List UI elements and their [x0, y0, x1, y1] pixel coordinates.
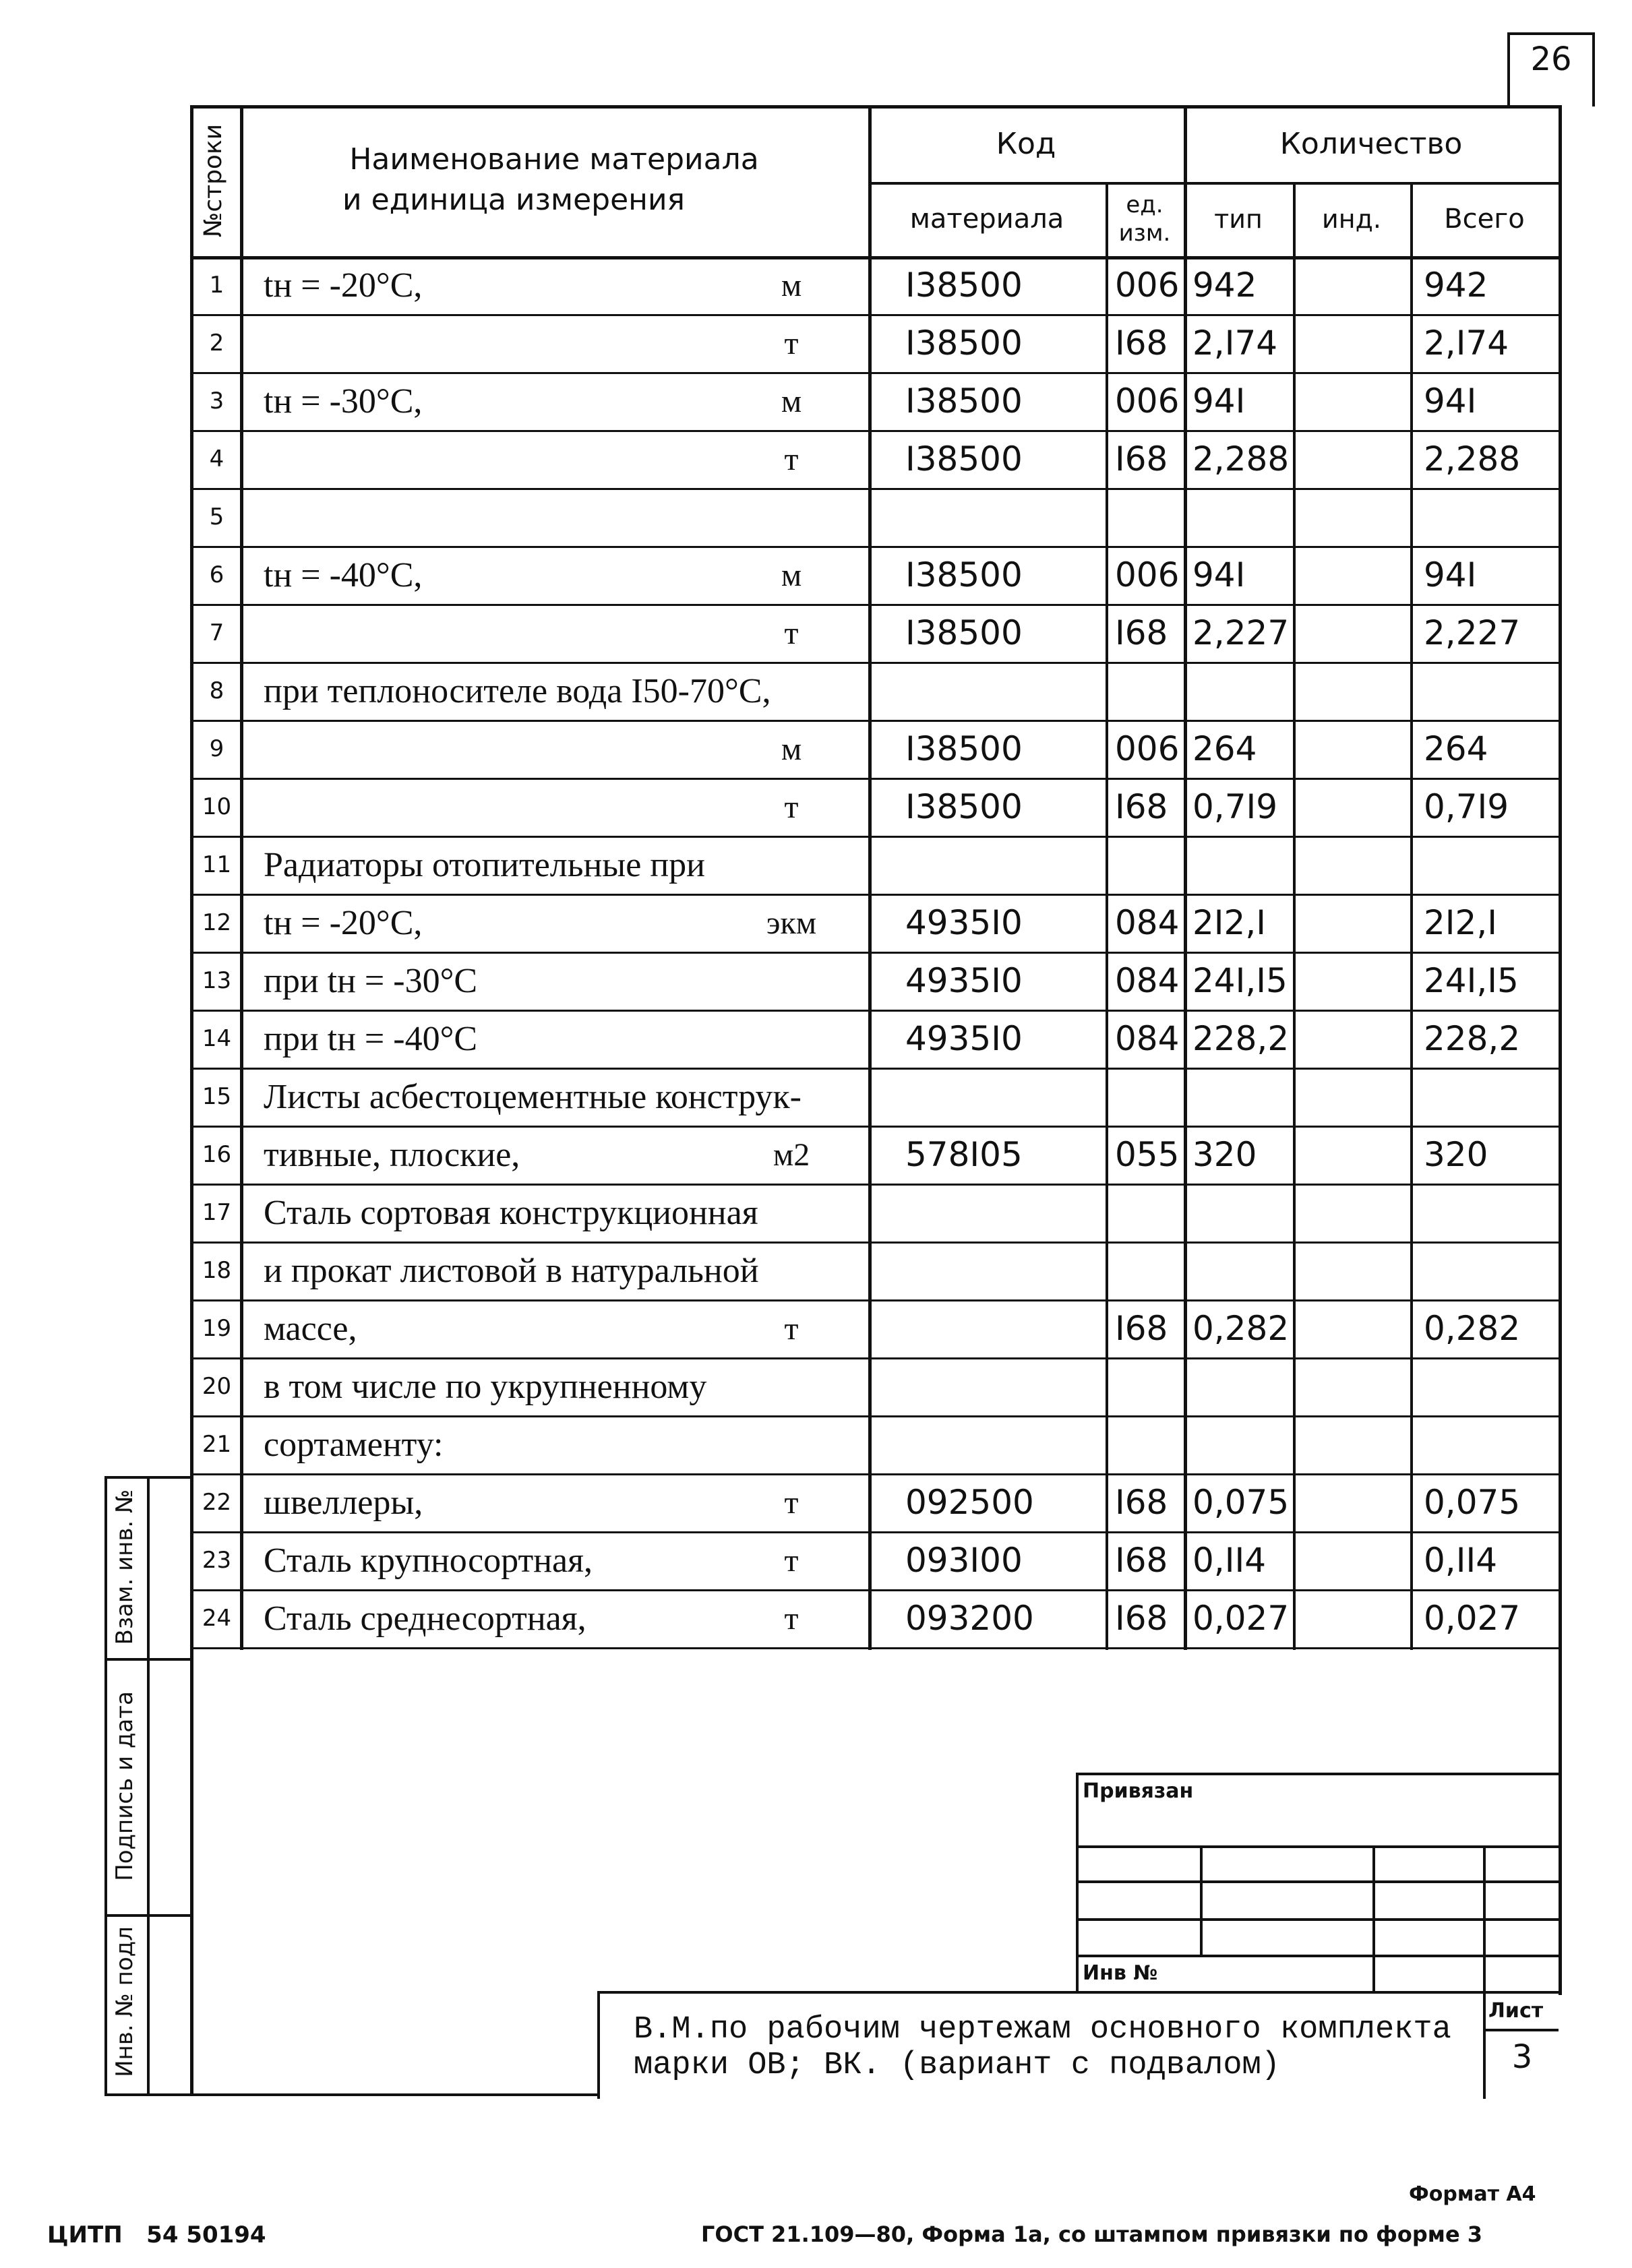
row-material-code — [872, 1184, 1139, 1242]
binding-inv-no: Инв № — [1083, 1961, 1158, 1985]
row-unit-code — [1108, 1184, 1190, 1242]
row-qty-typ: 0,027 — [1192, 1599, 1290, 1638]
header-material: материала — [909, 204, 1064, 235]
row-qty-ind — [1296, 314, 1420, 372]
header-unit-line1: ед. — [1126, 191, 1163, 218]
row-unit-code — [1108, 1415, 1190, 1473]
row-unit: т — [784, 1542, 799, 1579]
row-name: tн = -30°C, — [264, 381, 423, 421]
row-material-code — [872, 1299, 1139, 1357]
row-qty-typ — [1187, 836, 1298, 894]
row-unit-code: I68 — [1115, 439, 1168, 479]
page-number: 26 — [1530, 40, 1572, 78]
row-name: и прокат листовой в натуральной — [264, 1251, 759, 1290]
row-number: 12 — [202, 909, 232, 936]
row-qty-ind — [1296, 372, 1420, 430]
row-qty-total: 0,7I9 — [1424, 787, 1509, 826]
row-qty-ind — [1296, 1184, 1420, 1242]
row-number: 4 — [209, 446, 224, 472]
row-unit-code — [1108, 836, 1190, 894]
row-material-code — [872, 1242, 1139, 1299]
row-material-code: I38500 — [905, 324, 1023, 363]
row-name: при теплоносителе вода I50-70°C, — [264, 671, 771, 710]
row-qty-ind — [1296, 720, 1420, 778]
row-unit: т — [784, 1310, 799, 1347]
row-qty-ind — [1296, 1299, 1420, 1357]
row-unit: м — [781, 557, 802, 593]
row-qty-ind — [1296, 256, 1420, 314]
row-material-code: 4935I0 — [905, 1019, 1023, 1058]
row-number: 24 — [202, 1605, 232, 1632]
footer-left-code: ЦИТП 54 50194 — [47, 2221, 266, 2248]
row-qty-total: 2I2,I — [1424, 903, 1498, 942]
row-unit — [715, 836, 868, 894]
row-qty-total — [1413, 1357, 1569, 1415]
row-unit — [715, 1184, 868, 1242]
row-name — [243, 430, 738, 488]
row-qty-total: 94I — [1424, 381, 1477, 421]
footer-gost: ГОСТ 21.109—80, Форма 1а, со штампом привязки по форме 3 — [701, 2221, 1483, 2247]
row-number: 21 — [202, 1431, 232, 1458]
row-material-code — [872, 662, 1139, 720]
header-name-line2: и единица измерения — [342, 182, 686, 217]
row-name: tн = -40°C, — [264, 555, 423, 594]
row-material-code: I38500 — [905, 266, 1023, 305]
row-name: при tн = -40°C — [264, 1019, 478, 1058]
row-qty-total — [1413, 1184, 1569, 1242]
row-qty-ind — [1296, 836, 1420, 894]
row-unit: т — [784, 1600, 799, 1636]
row-unit-code: 006 — [1115, 555, 1180, 594]
row-number: 16 — [202, 1141, 232, 1168]
row-qty-total — [1413, 1068, 1569, 1126]
row-qty-ind — [1296, 894, 1420, 952]
row-qty-typ: 228,2 — [1192, 1019, 1290, 1058]
row-qty-total: 2,288 — [1424, 439, 1521, 479]
row-material-code — [872, 488, 1139, 546]
row-unit: м — [781, 731, 802, 767]
row-qty-total: 94I — [1424, 555, 1477, 594]
row-name — [243, 720, 738, 778]
row-qty-total: 320 — [1424, 1135, 1488, 1174]
row-qty-typ: 2,I74 — [1192, 324, 1278, 363]
row-name: тивные, плоские, — [264, 1135, 520, 1174]
row-unit — [715, 1415, 868, 1473]
header-typ: тип — [1214, 204, 1263, 234]
header-row-number: №строки — [200, 123, 227, 238]
footer-format: Формат А4 — [1409, 2182, 1536, 2206]
sheet-label: Лист — [1488, 1999, 1544, 2023]
row-unit-code — [1108, 1068, 1190, 1126]
row-unit-code: I68 — [1115, 1599, 1168, 1638]
row-number: 13 — [202, 967, 232, 994]
row-qty-typ — [1187, 1068, 1298, 1126]
row-qty-typ — [1187, 488, 1298, 546]
row-unit-code: 084 — [1115, 961, 1180, 1000]
row-qty-ind — [1296, 1068, 1420, 1126]
row-material-code: I38500 — [905, 555, 1023, 594]
row-number: 8 — [209, 677, 224, 704]
row-number: 9 — [209, 735, 224, 762]
row-qty-total — [1413, 836, 1569, 894]
row-qty-typ: 0,II4 — [1192, 1541, 1267, 1580]
stamp-podpis-data: Подпись и дата — [111, 1691, 138, 1881]
sheet-number: 3 — [1511, 2038, 1533, 2076]
row-number: 23 — [202, 1547, 232, 1574]
row-material-code: I38500 — [905, 613, 1023, 652]
row-number: 17 — [202, 1199, 232, 1226]
row-material-code: 4935I0 — [905, 961, 1023, 1000]
row-name: сортаменту: — [264, 1425, 444, 1464]
row-number: 6 — [209, 561, 224, 588]
header-code: Код — [996, 126, 1056, 161]
row-qty-typ — [1187, 1184, 1298, 1242]
row-name: при tн = -30°C — [264, 961, 478, 1000]
row-qty-ind — [1296, 1010, 1420, 1068]
row-qty-total: 24I,I5 — [1424, 961, 1519, 1000]
header-ind: инд. — [1322, 204, 1381, 234]
row-number: 11 — [202, 851, 232, 878]
row-number: 7 — [209, 619, 224, 646]
row-qty-ind — [1296, 430, 1420, 488]
row-name: tн = -20°C, — [264, 903, 423, 942]
row-unit — [715, 1242, 868, 1299]
row-unit: м — [781, 383, 802, 419]
row-qty-typ — [1187, 662, 1298, 720]
row-unit: м — [781, 267, 802, 303]
row-unit-code: 006 — [1115, 729, 1180, 768]
row-name — [243, 778, 738, 836]
title-text-line1: В.М.по рабочим чертежам основного комплекта — [634, 2012, 1451, 2048]
row-unit: т — [784, 325, 799, 361]
row-unit — [715, 488, 868, 546]
row-material-code: 4935I0 — [905, 903, 1023, 942]
row-number: 2 — [209, 330, 224, 357]
row-unit-code: 006 — [1115, 266, 1180, 305]
row-qty-total — [1413, 662, 1569, 720]
stamp-vzam-inv: Взам. инв. № — [111, 1489, 138, 1645]
row-material-code: I38500 — [905, 381, 1023, 421]
row-unit: т — [784, 615, 799, 651]
row-qty-ind — [1296, 1589, 1420, 1647]
title-text-line2: марки ОВ; ВК. (вариант с подвалом) — [634, 2048, 1280, 2083]
row-qty-ind — [1296, 604, 1420, 662]
row-material-code — [872, 1068, 1139, 1126]
row-material-code: 092500 — [905, 1483, 1034, 1522]
row-unit: т — [784, 789, 799, 825]
row-unit — [715, 1357, 868, 1415]
row-material-code — [872, 836, 1139, 894]
row-name: Радиаторы отопительные при — [264, 845, 705, 884]
row-number: 19 — [202, 1315, 232, 1342]
row-material-code: 093I00 — [905, 1541, 1023, 1580]
binding-label: Привязан — [1083, 1779, 1194, 1803]
row-qty-total: 0,075 — [1424, 1483, 1521, 1522]
row-qty-total: 942 — [1424, 266, 1488, 305]
row-unit-code: I68 — [1115, 1541, 1168, 1580]
row-qty-total — [1413, 1415, 1569, 1473]
row-unit-code — [1108, 488, 1190, 546]
row-qty-total — [1413, 1242, 1569, 1299]
row-material-code: I38500 — [905, 439, 1023, 479]
row-qty-ind — [1296, 662, 1420, 720]
row-unit: экм — [766, 905, 817, 941]
row-name: в том числе по укрупненному — [264, 1367, 707, 1406]
row-unit-code: 055 — [1115, 1135, 1180, 1174]
row-material-code: I38500 — [905, 787, 1023, 826]
row-number: 5 — [209, 503, 224, 530]
row-number: 15 — [202, 1083, 232, 1110]
row-qty-typ: 94I — [1192, 381, 1246, 421]
header-name-line1: Наименование материала — [349, 142, 759, 177]
row-qty-typ: 264 — [1192, 729, 1257, 768]
row-material-code: I38500 — [905, 729, 1023, 768]
row-qty-typ: 0,282 — [1192, 1309, 1290, 1348]
header-unit-line2: изм. — [1118, 220, 1171, 247]
row-qty-ind — [1296, 1473, 1420, 1531]
row-unit-code: I68 — [1115, 1483, 1168, 1522]
stamp-inv-podl: Инв. № подл — [111, 1926, 138, 2077]
row-number: 3 — [209, 388, 224, 415]
row-qty-ind — [1296, 952, 1420, 1010]
row-number: 14 — [202, 1025, 232, 1052]
row-unit — [715, 662, 868, 720]
row-number: 10 — [202, 793, 232, 820]
row-unit: м2 — [773, 1136, 810, 1173]
row-qty-total — [1413, 488, 1569, 546]
row-qty-typ: 94I — [1192, 555, 1246, 594]
row-qty-total: 0,027 — [1424, 1599, 1521, 1638]
row-qty-typ: 320 — [1192, 1135, 1257, 1174]
row-unit-code: 084 — [1115, 903, 1180, 942]
header-total: Всего — [1444, 204, 1525, 235]
row-material-code — [872, 1415, 1139, 1473]
row-qty-ind — [1296, 778, 1420, 836]
row-qty-total: 2,I74 — [1424, 324, 1509, 363]
row-qty-total: 0,II4 — [1424, 1541, 1498, 1580]
row-unit: т — [784, 1484, 799, 1521]
row-qty-typ: 2I2,I — [1192, 903, 1267, 942]
row-name: tн = -20°C, — [264, 266, 423, 305]
row-name: Листы асбестоцементные конструк- — [264, 1077, 802, 1116]
row-qty-typ: 2,227 — [1192, 613, 1290, 652]
row-number: 20 — [202, 1373, 232, 1400]
row-unit: т — [784, 441, 799, 477]
row-qty-typ — [1187, 1415, 1298, 1473]
row-name: Сталь сортовая конструкционная — [264, 1193, 758, 1232]
row-number: 1 — [209, 272, 224, 299]
row-qty-ind — [1296, 1531, 1420, 1589]
row-unit-code: I68 — [1115, 787, 1168, 826]
row-qty-ind — [1296, 1242, 1420, 1299]
row-name: массе, — [264, 1309, 357, 1348]
row-qty-typ: 24I,I5 — [1192, 961, 1288, 1000]
row-unit — [715, 1068, 868, 1126]
row-qty-typ: 942 — [1192, 266, 1257, 305]
row-qty-ind — [1296, 488, 1420, 546]
row-qty-typ — [1187, 1242, 1298, 1299]
row-name: Сталь крупносортная, — [264, 1541, 593, 1580]
row-material-code — [872, 1357, 1139, 1415]
row-name: Сталь среднесортная, — [264, 1599, 586, 1638]
row-name — [243, 604, 738, 662]
row-qty-total: 0,282 — [1424, 1309, 1521, 1348]
row-name — [243, 314, 738, 372]
row-qty-typ — [1187, 1357, 1298, 1415]
row-qty-ind — [1296, 546, 1420, 604]
row-unit-code: 084 — [1115, 1019, 1180, 1058]
row-material-code: 578I05 — [905, 1135, 1023, 1174]
row-name: швеллеры, — [264, 1483, 423, 1522]
row-unit — [715, 1010, 868, 1068]
row-unit-code — [1108, 1357, 1190, 1415]
row-qty-ind — [1296, 1126, 1420, 1184]
row-number: 22 — [202, 1489, 232, 1516]
row-unit-code: 006 — [1115, 381, 1180, 421]
row-qty-total: 2,227 — [1424, 613, 1521, 652]
row-qty-typ: 0,075 — [1192, 1483, 1290, 1522]
row-qty-typ: 2,288 — [1192, 439, 1290, 479]
row-qty-total: 228,2 — [1424, 1019, 1521, 1058]
row-qty-typ: 0,7I9 — [1192, 787, 1278, 826]
row-unit-code — [1108, 662, 1190, 720]
row-unit-code: I68 — [1115, 613, 1168, 652]
row-unit-code: I68 — [1115, 324, 1168, 363]
row-number: 18 — [202, 1257, 232, 1284]
row-unit-code: I68 — [1115, 1309, 1168, 1348]
header-quantity: Количество — [1279, 126, 1463, 161]
row-qty-ind — [1296, 1415, 1420, 1473]
row-qty-total: 264 — [1424, 729, 1488, 768]
row-material-code: 093200 — [905, 1599, 1034, 1638]
row-qty-ind — [1296, 1357, 1420, 1415]
row-unit-code — [1108, 1242, 1190, 1299]
row-name — [243, 488, 738, 546]
row-unit — [715, 952, 868, 1010]
